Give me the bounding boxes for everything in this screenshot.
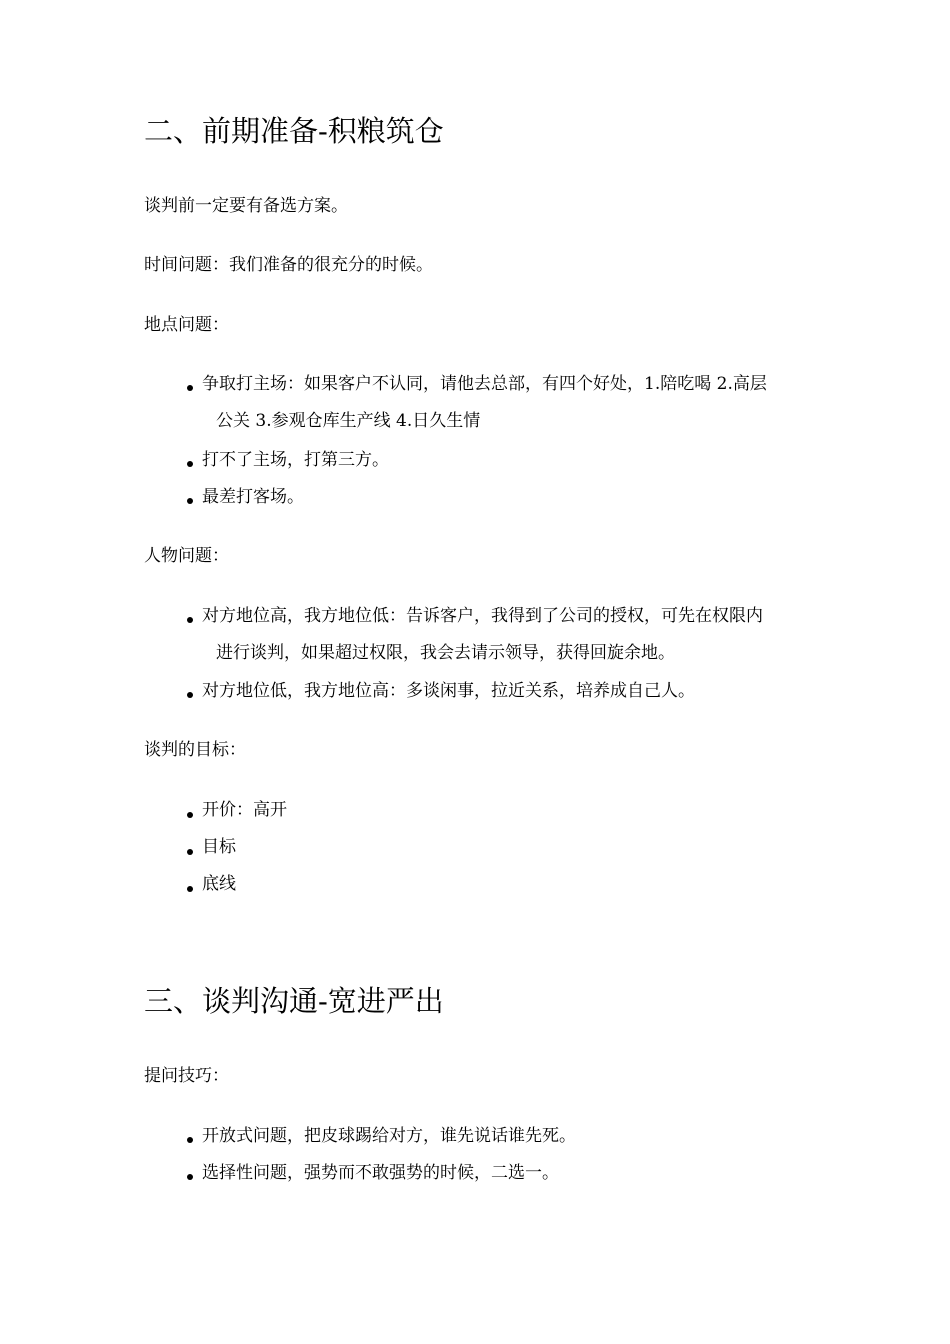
list-item: 争取打主场：如果客户不认同，请他去总部，有四个好处，1.陪吃喝 2.高层 [202,374,767,394]
bullet-icon [187,1174,193,1180]
list-item-continuation: 进行谈判，如果超过权限，我会去请示领导，获得回旋余地。 [216,643,675,663]
bullet-icon [187,886,193,892]
list-item: 最差打客场。 [202,487,304,507]
bullet-icon [187,385,193,391]
bullet-icon [187,692,193,698]
bullet-icon [187,498,193,504]
paragraph: 人物问题： [144,546,229,566]
list-item: 目标 [202,837,236,857]
bullet-icon [187,812,193,818]
list-item: 底线 [202,874,236,894]
bullet-icon [187,849,193,855]
list-item: 打不了主场，打第三方。 [202,450,389,470]
list-item: 选择性问题，强势而不敢强势的时候，二选一。 [202,1163,559,1183]
paragraph: 地点问题： [144,315,229,335]
list-item: 对方地位低，我方地位高：多谈闲事，拉近关系，培养成自己人。 [202,681,695,701]
paragraph: 谈判的目标： [144,740,246,760]
list-item-continuation: 公关 3.参观仓库生产线 4.日久生情 [216,411,481,431]
section-heading: 三、谈判沟通-宽进严出 [144,984,444,1018]
bullet-icon [187,461,193,467]
paragraph: 提问技巧： [144,1066,229,1086]
bullet-icon [187,617,193,623]
list-item: 对方地位高，我方地位低：告诉客户，我得到了公司的授权，可先在权限内 [202,606,763,626]
section-heading: 二、前期准备-积粮筑仓 [144,114,444,148]
paragraph: 谈判前一定要有备选方案。 [144,196,348,216]
bullet-icon [187,1137,193,1143]
list-item: 开放式问题，把皮球踢给对方，谁先说话谁先死。 [202,1126,576,1146]
paragraph: 时间问题：我们准备的很充分的时候。 [144,255,433,275]
list-item: 开价：高开 [202,800,287,820]
